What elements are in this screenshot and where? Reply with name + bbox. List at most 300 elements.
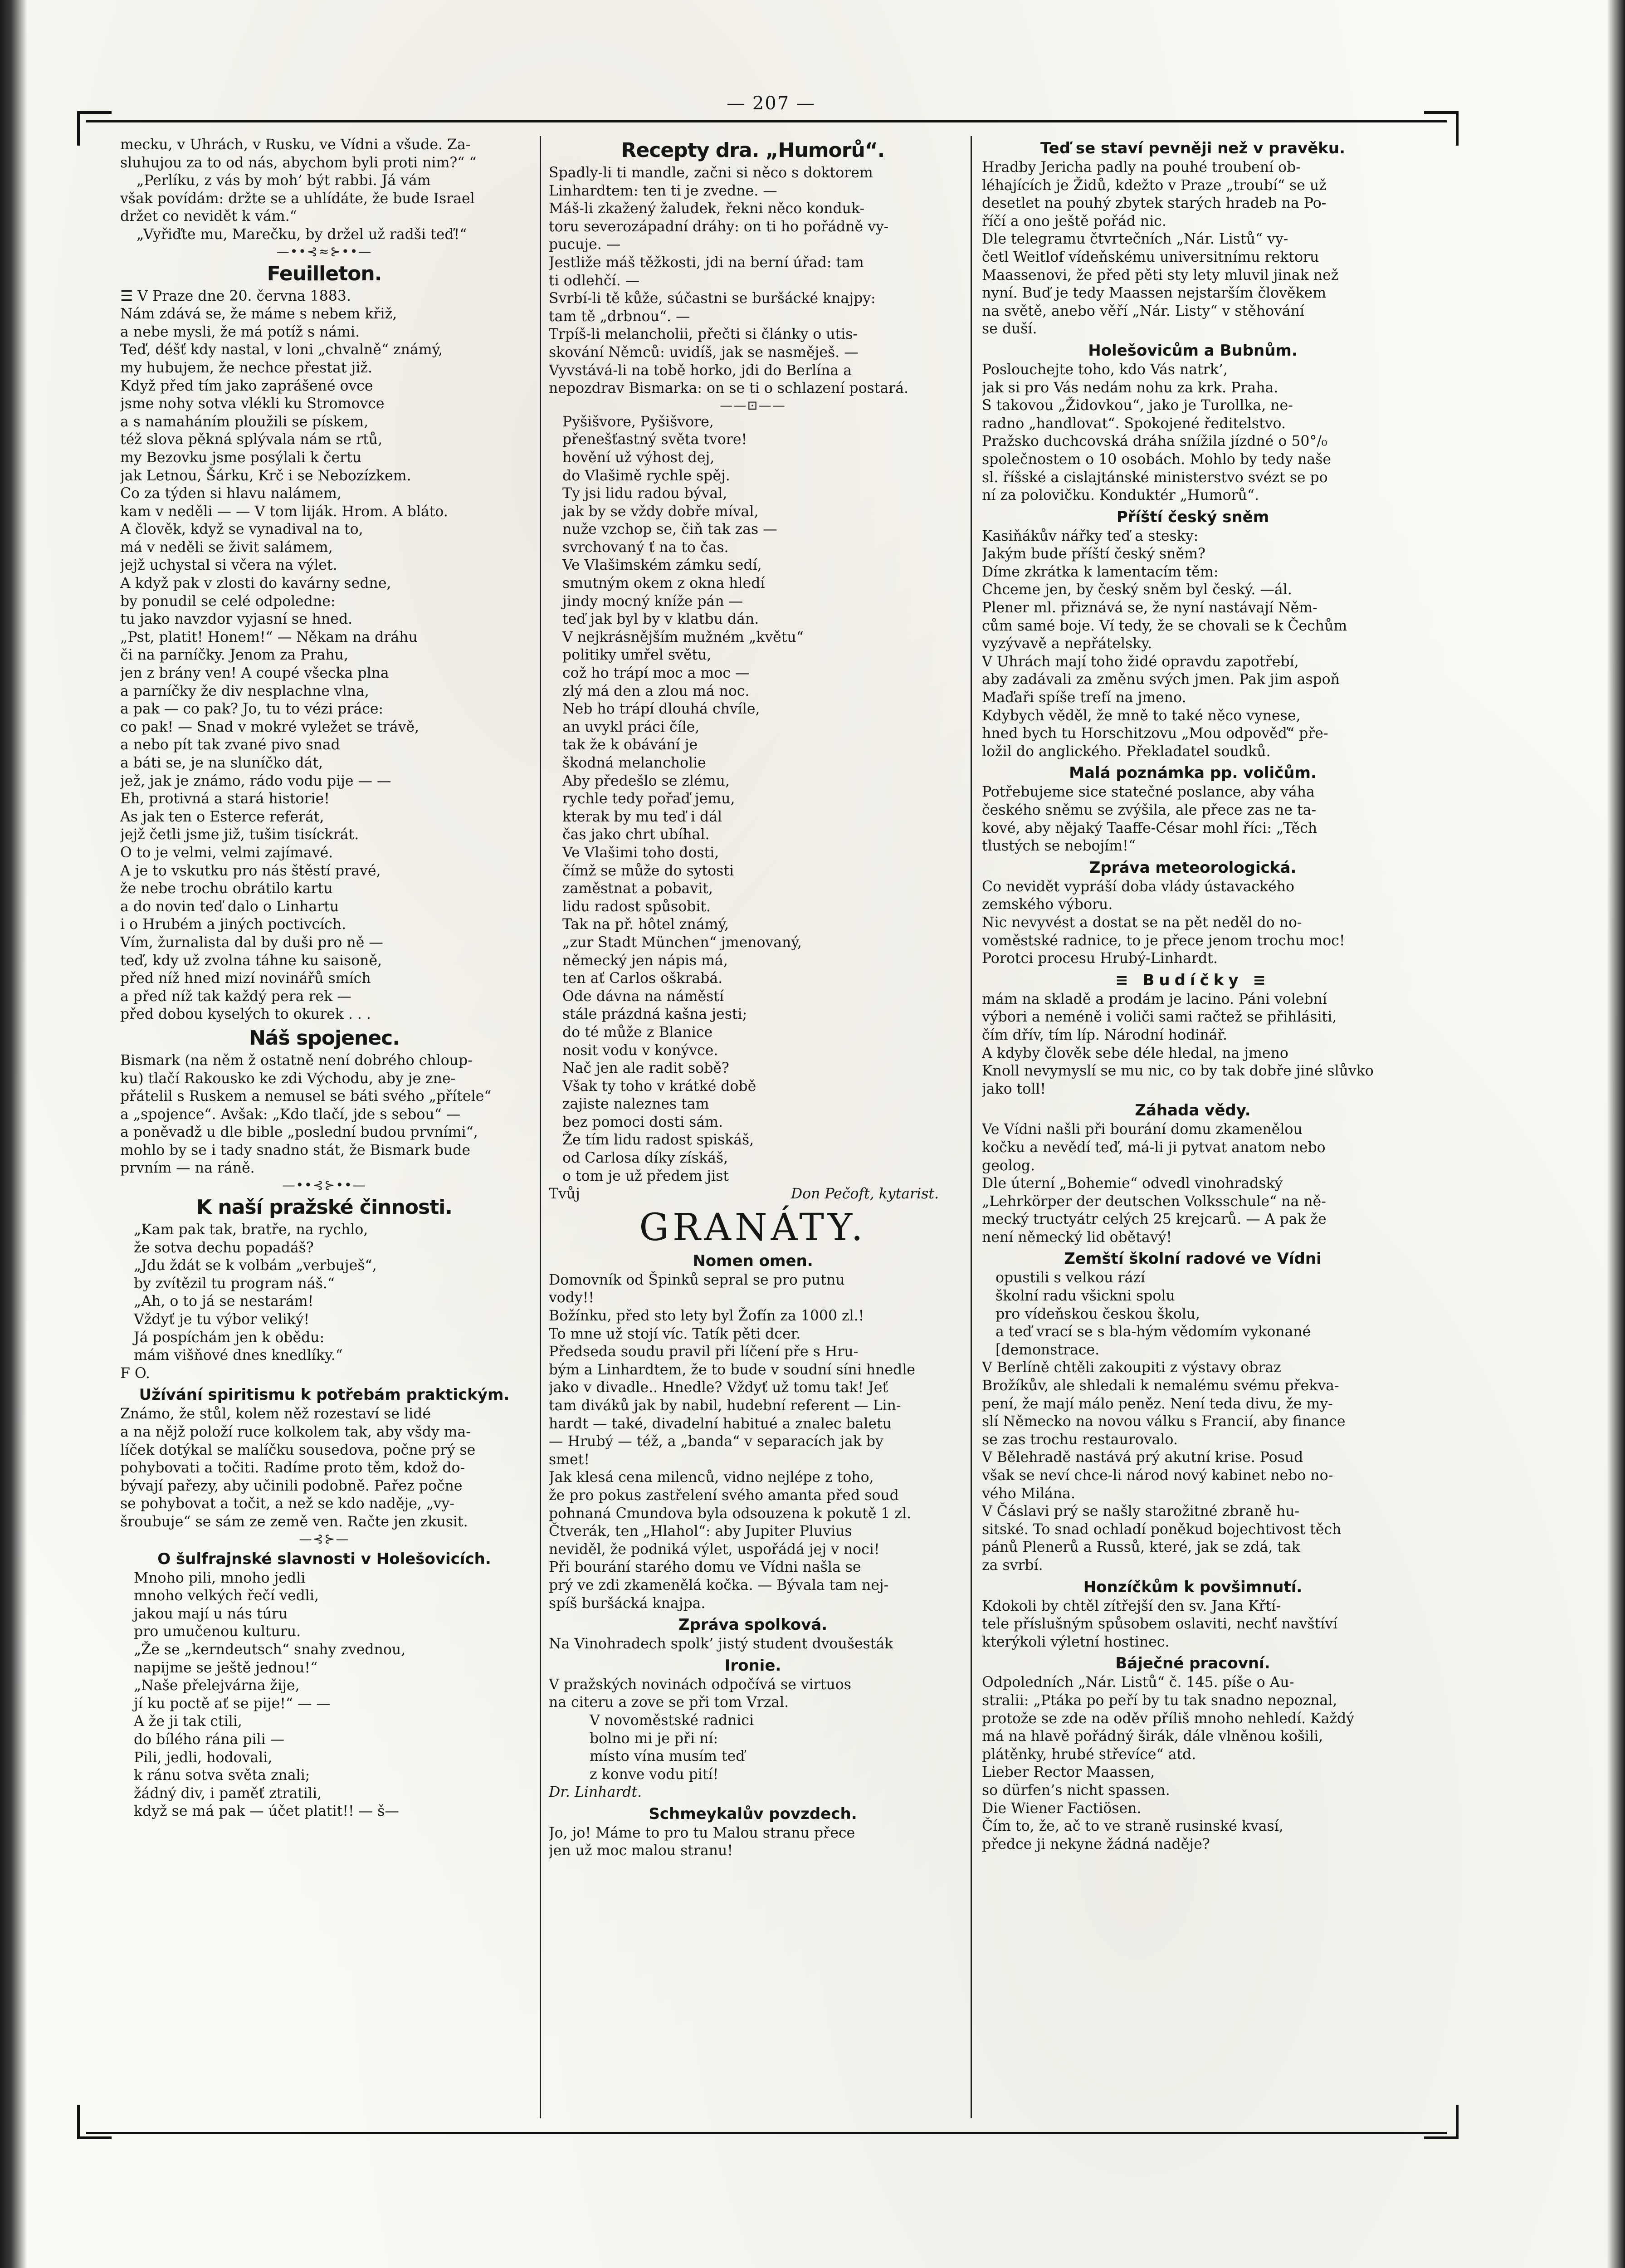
text-line: „Že se „kerndeutsch“ snahy zvednou,	[134, 1641, 406, 1658]
article-schmeykal	[549, 1824, 957, 1860]
text-line: před dobou kyselých to okurek . . .	[120, 1006, 371, 1023]
text-line: Kasiňákův nářky teď a stesky:	[982, 528, 1199, 544]
section-heading: Schmeykalův povzdech.	[649, 1804, 857, 1823]
text-line: by zvítězil tu program náš.“	[134, 1275, 335, 1292]
text-line: od Carlosa díky získáš,	[562, 1150, 728, 1167]
text-line: Die Wiener Factiösen.	[982, 1800, 1142, 1817]
text-line: škodná melancholie	[562, 755, 706, 771]
section-heading: Recepty dra. „Humorů“.	[621, 139, 885, 162]
section-heading: O šulfrajnské slavnosti v Holešovicích.	[157, 1549, 491, 1568]
text-line: Tak na př. hôtel známý,	[562, 916, 729, 933]
text-line: jejž uchystal si včera na výlet.	[120, 557, 337, 574]
text-line: As jak ten o Esterce referát,	[120, 808, 324, 825]
text-line: též slova pěkná splývala nám se rtů,	[120, 431, 383, 448]
text-line: a pak — co pak? Jo, tu to vézi práce:	[120, 701, 384, 718]
text-line: sluhujou za to od nás, abychom byli proti nim?“ “	[120, 154, 477, 171]
text-line: neviděl, že podniká výlet, uspořádá jej v noci!	[549, 1541, 880, 1558]
text-line: A že ji tak ctili,	[134, 1713, 242, 1730]
text-line: čím dřív, tím líp. Národní hodinář.	[982, 1026, 1228, 1043]
ornament-separator: —••⊰≈⊱••—	[276, 244, 372, 259]
text-line: kové, aby nějaký Taaffe-César mohl říci: „Těch	[982, 820, 1318, 836]
text-line: Co nevidět vypráší doba vlády ústavackého	[982, 878, 1295, 895]
text-line: Pili, jedli, hodovali,	[134, 1749, 273, 1766]
text-line: Aby předešlo se zlému,	[562, 772, 730, 789]
text-line: rychle tedy pořaď jemu,	[562, 791, 735, 807]
text-line: četl Weitlof vídeňskému universitnímu rektoru	[982, 249, 1319, 265]
scan-edge-right	[1607, 0, 1625, 2268]
text-line: a parníčky že div nesplachne vlna,	[120, 683, 369, 699]
text-line: žádný div, i paměť ztratili,	[134, 1785, 322, 1802]
article-spiritismus	[120, 1405, 528, 1531]
text-line: Co za týden si hlavu nalámem,	[120, 485, 342, 502]
text-line: teď jak byl by v klatbu dán.	[562, 611, 759, 628]
text-line: ní za polovičku. Konduktér „Humorů“.	[982, 487, 1259, 504]
article-budicky	[982, 991, 1404, 1099]
text-line: so dürfen’s nicht spassen.	[982, 1782, 1170, 1799]
section-heading: Báječné pracovní.	[1115, 1654, 1270, 1673]
text-line: O to je velmi, velmi zajímavé.	[120, 844, 333, 861]
text-line: smutným okem z okna hledí	[562, 575, 765, 592]
poem-cinnost	[120, 1221, 528, 1365]
text-line: „Ah, o to já se nestarám!	[134, 1293, 314, 1310]
text-line: léhajících je Židů, kdežto v Praze „troubí“ se už	[982, 177, 1327, 194]
text-line: Božínku, před sto lety byl Žofín za 1000 zl.!	[549, 1308, 864, 1325]
text-line: „Kam pak tak, bratře, na rychlo,	[134, 1222, 368, 1238]
text-line: ten ať Carlos oškrabá.	[562, 970, 723, 987]
text-line: a nebo pít tak zvané pivo snad	[120, 737, 340, 753]
text-line: ku) tlačí Rakousko ke zdi Východu, aby je zne-	[120, 1070, 456, 1087]
text-line: Trpíš-li melancholii, přečti si články o utis-	[549, 326, 858, 343]
text-line: jako v divadle.. Hnedle? Vždyť už tomu tak! Jeť	[549, 1379, 888, 1396]
section-heading: Zemští školní radové ve Vídni	[1064, 1250, 1322, 1268]
text-line: voměstské radnice, to je přece jenom trochu moc!	[982, 932, 1345, 949]
text-line: školní radu všickni spolu	[995, 1288, 1175, 1305]
text-line: do Vlašimě rychle spěj.	[562, 467, 730, 484]
text-line: a nebe mysli, že má potíž s námi.	[120, 323, 360, 340]
text-line: A je to vskutku pro nás štěstí pravé,	[120, 862, 381, 879]
text-line: „zur Stadt München“ jmenovaný,	[562, 934, 802, 951]
text-line: V Uhrách mají toho židé opravdu zapotřebí,	[982, 653, 1299, 670]
text-line: Nic nevyvést a dostat se na pět neděl do no-	[982, 914, 1302, 931]
text-line: pro vídeňskou českou školu,	[995, 1305, 1200, 1322]
text-line: Dle telegramu čtvrtečních „Nár. Listů“ vy-	[982, 231, 1288, 248]
text-line: Chceme jen, by český sněm byl český. —ál.	[982, 582, 1292, 598]
text-line: jejž četli jsme již, tušim tisíckrát.	[120, 826, 359, 843]
text-line: i o Hrubém a jiných poctivcích.	[120, 916, 346, 933]
text-line: držet co nevidět k vám.“	[120, 208, 297, 225]
text-line: S takovou „Židovkou“, jako je Turollka, ne-	[982, 397, 1293, 414]
text-line: Ty jsi lidu radou býval,	[562, 485, 727, 502]
signature: Dr. Linhardt.	[549, 1784, 642, 1801]
text-line: by ponudil se celé odpoledne:	[120, 593, 336, 610]
column-3	[982, 136, 1404, 2127]
text-line: jí ku poctě ať se pije!“ — —	[134, 1695, 331, 1712]
text-line: se pohybovat a točit, a než se kdo naděje, „vy-	[120, 1496, 454, 1512]
text-line: Ode dávna na náměstí	[562, 988, 724, 1005]
section-heading: Příští český sněm	[1116, 508, 1269, 526]
text-line: ložil do anglického. Překladatel soudků.	[982, 743, 1271, 760]
text-line: k ránu sotva světa znali;	[134, 1767, 310, 1784]
text-line: tak že k obávání je	[562, 737, 698, 753]
text-line: Ve Vlašimi toho dosti,	[562, 844, 719, 861]
text-line: Čtverák, ten „Hlahol“: aby Jupiter Pluvius	[549, 1523, 852, 1540]
text-line: zemského výboru.	[982, 896, 1113, 913]
text-line: Potřebujeme sice statečné poslance, aby váha	[982, 784, 1315, 801]
text-line: pohybovati a točiti. Radíme proto těm, kdož do-	[120, 1460, 465, 1476]
text-line: A kdyby člověk sebe déle hledal, na jmeno	[982, 1045, 1288, 1061]
text-line: Pražsko duchcovská dráha snížila jízdné o 50°/₀	[982, 433, 1327, 450]
text-line: jak si pro Vás nedám nohu za krk. Praha.	[982, 379, 1279, 396]
text-line: mecký tructyátr celých 25 krejcarů. — A pak že	[982, 1211, 1327, 1228]
section-heading: Náš spojenec.	[249, 1026, 400, 1050]
text-line: což ho trápí moc a moc —	[562, 665, 750, 682]
text-line: „Vyřiďte mu, Marečku, by držel už radši teď!“	[137, 226, 467, 243]
text-line: prvním — na ráně.	[120, 1160, 255, 1177]
article-recepty	[549, 164, 957, 398]
text-line: výbori a neméně i voliči sami račtež se přihlásiti,	[982, 1009, 1337, 1026]
intro-text	[120, 136, 528, 244]
text-line: Na Vinohradech spolk’ jistý student dvoušesták	[549, 1636, 893, 1652]
text-line: Lieber Rector Maassen,	[982, 1764, 1155, 1781]
frame-corner-ornament	[77, 111, 112, 146]
poem-radnice	[549, 1712, 957, 1784]
section-heading: Zpráva spolková.	[678, 1616, 828, 1634]
section-heading: Feuilleton.	[267, 262, 382, 285]
text-line: na citeru a zove se při tom Vrzal.	[549, 1694, 789, 1711]
text-line: však povídám: držte se a uhlídáte, že bude Israel	[120, 190, 475, 207]
poem-skolni-radove	[982, 1269, 1404, 1359]
poem-pysisvore	[549, 413, 957, 1186]
text-line: předce ji nekyne žádná naděje?	[982, 1836, 1210, 1853]
text-line: Pyšišvore, Pyšišvore,	[562, 413, 714, 430]
article-mala-poznamka	[982, 783, 1404, 855]
text-line: plátěnky, hrubé střevíce“ atd.	[982, 1746, 1196, 1763]
section-heading: Zpráva meteorologická.	[1089, 858, 1297, 877]
text-line: Díme zkrátka k lamentacím těm:	[982, 563, 1219, 580]
text-line: Porotci procesu Hrubý-Linhardt.	[982, 950, 1218, 967]
article-hruby	[549, 1343, 957, 1613]
ornament-separator: ——⊡——	[720, 397, 786, 413]
article-ironie	[549, 1676, 957, 1712]
text-line: zajiste naleznes tam	[562, 1096, 709, 1113]
text-line: bez pomoci dosti sám.	[562, 1114, 723, 1130]
poem-sulfrajn	[120, 1569, 528, 1821]
text-line: že pro pokus zastřelení svého amanta před soud	[549, 1487, 899, 1504]
text-line: nyní. Buď je tedy Maassen nejstarším člověkem	[982, 285, 1327, 302]
text-line: Vím, žurnalista dal by duši pro ně —	[120, 934, 383, 951]
article-nomen-omen	[549, 1271, 957, 1343]
text-line: ti odlehčí. —	[549, 272, 640, 289]
text-line: Vždyť je tu výbor veliký!	[134, 1311, 310, 1328]
text-line: že sotva dechu popadáš?	[134, 1239, 314, 1256]
text-line: hardt — také, divadelní habitué a znalec baletu	[549, 1415, 892, 1432]
text-line: Mnoho pili, mnoho jedli	[134, 1569, 306, 1586]
text-line: Teď, déšť kdy nastal, v loni „chvalně“ známý,	[120, 342, 443, 358]
text-line: spíš buršácká knajpa.	[549, 1595, 706, 1612]
text-line: Maassenovi, že před pěti sty lety mluvil jinak než	[982, 267, 1339, 284]
text-line: z konve vodu pití!	[590, 1766, 719, 1783]
text-line: místo vína musím teď	[590, 1748, 745, 1765]
article-spolkova	[549, 1635, 957, 1653]
text-line: Kdokoli by chtěl zítřejší den sv. Jana Křtí-	[982, 1598, 1281, 1614]
text-line: prý ve zdi zkamenělá kočka. — Bývala tam nej-	[549, 1577, 889, 1593]
text-line: vyzývavě a nepřátelsky.	[982, 635, 1152, 652]
text-line: teď, kdy už zvolna táhne ku saisoně,	[120, 952, 382, 969]
text-line: V Berlíně chtěli zakoupiti z výstavy obraz	[982, 1359, 1281, 1376]
text-line: a „spojence“. Avšak: „Kdo tlačí, jde s sebou“ —	[120, 1106, 461, 1123]
text-line: šroubuje“ se sám ze země ven. Račte jen zkusit.	[120, 1513, 468, 1530]
text-line: jakou mají u nás túru	[134, 1605, 288, 1622]
text-line: V Bělehradě nastává prý akutní krise. Posud	[982, 1449, 1303, 1466]
text-line: Maďaři spíše trefí na jmeno.	[982, 689, 1186, 706]
text-line: Známo, že stůl, kolem něž rozestaví se lidé	[120, 1406, 431, 1422]
text-line: lidu radost spůsobit.	[562, 898, 711, 915]
article-plener	[982, 599, 1404, 761]
text-line: Předseda soudu pravil při líčení pře s Hru-	[549, 1344, 859, 1360]
text-line: „Naše přelejvárna žije,	[134, 1677, 300, 1694]
text-line: před níž hned mizí novinářů smích	[120, 970, 371, 987]
article-berlin	[982, 1359, 1404, 1574]
ornament-separator: —••⊰⊱••—	[282, 1178, 366, 1193]
text-line: svrchovaný ť na to čas.	[562, 539, 729, 556]
text-line: a s namaháním ploužili se pískem,	[120, 413, 369, 430]
text-line: do té může z Blanice	[562, 1024, 713, 1041]
text-line: pohnaná Cmundova byla odsouzena k pokutě 1 zl.	[549, 1505, 912, 1522]
text-line: či na parníčky. Jenom za Prahu,	[120, 647, 348, 664]
text-line: tu jako navzdor vyjasní se hned.	[120, 611, 353, 628]
text-line: Hradby Jericha padly na pouhé troubení ob-	[982, 159, 1301, 176]
text-line: jsme nohy sotva vlékli ku Stromovce	[120, 396, 385, 412]
text-line: mám na skladě a prodám je lacino. Páni volební	[982, 991, 1327, 1007]
scan-edge-left	[0, 0, 27, 2268]
text-line: my Bezovku jsme posýlali k čertu	[120, 449, 362, 466]
text-line: toru severozápadní dráhy: on ti ho pořádně vy-	[549, 218, 889, 235]
text-line: radno „handlovat“. Spokojené ředitelstvo.	[982, 415, 1286, 432]
text-line: se zas trochu restaurovalo.	[982, 1431, 1178, 1448]
text-line: vého Milána.	[982, 1485, 1075, 1502]
text-line: Však ty toho v krátké době	[562, 1078, 756, 1095]
text-line: společnostem o 10 osobách. Mohlo by tedy naše	[982, 451, 1331, 468]
frame-corner-ornament	[1424, 2105, 1459, 2139]
section-heading: Malá poznámka pp. voličům.	[1069, 764, 1317, 782]
text-line: čímž se může do sytosti	[562, 862, 734, 879]
text-line: Poslouchejte toho, kdo Vás natrk’,	[982, 361, 1228, 378]
text-line: a do novin teď dalo o Linhartu	[120, 898, 339, 915]
page-number: — 207 —	[727, 93, 815, 114]
text-line: smet!	[549, 1451, 590, 1468]
article-spojenec	[120, 1052, 528, 1178]
text-line: nuže vzchop se, čiň tak zas —	[562, 521, 777, 538]
text-line: a před níž tak každý pera rek —	[120, 988, 351, 1005]
column-1	[120, 136, 528, 2127]
section-heading: Honzíčkům k povšimnutí.	[1083, 1578, 1303, 1596]
text-line: jak Letnou, Šárku, Krč i se Nebozízkem.	[120, 467, 411, 484]
text-line: zaměstnat a pobavit,	[562, 880, 713, 897]
text-line: „Jdu ždát se k volbám „verbuješ“,	[134, 1257, 377, 1274]
text-line: „Lehrkörper der deutschen Volksschule“ na ně-	[982, 1193, 1326, 1210]
section-heading: Nomen omen.	[693, 1251, 813, 1270]
text-line: Nač jen ale radit sobě?	[562, 1060, 729, 1077]
column-rule	[971, 136, 972, 2118]
text-line: mecku, v Uhrách, v Rusku, ve Vídni a všude. Za-	[120, 137, 471, 153]
text-line: Když před tím jako zaprášené ovce	[120, 377, 373, 394]
text-line: kočku a nevědí teď, má-li ji pytvat anatom nebo	[982, 1139, 1326, 1156]
text-line: do bílého rána pili —	[134, 1731, 285, 1748]
text-line: V nejkrásnějším mužném „květu“	[562, 629, 804, 645]
text-line: Knoll nevymyslí se mu nic, co by tak dobře jiné slůvko	[982, 1063, 1374, 1080]
text-line: Čím to, že, ač to ve straně rusinské kvasí,	[982, 1818, 1283, 1835]
text-line: však se neví chce-li národ nový kabinet nebo no-	[982, 1467, 1333, 1484]
text-line: přenešťastný světa tvore!	[562, 431, 747, 448]
text-line: Dle úterní „Bohemie“ odvedl vinohradský	[982, 1175, 1283, 1192]
text-line: pro umučenou kulturu.	[134, 1623, 301, 1640]
text-line: a teď vrací se s bla-hým vědomím vykonané	[995, 1324, 1311, 1340]
text-line: A člověk, když se vynadival na to,	[120, 521, 363, 538]
text-line: jako toll!	[982, 1080, 1046, 1097]
text-line: politiky umřel světu,	[562, 647, 712, 664]
text-line: To mne už stojí víc. Tatík pěti dcer.	[549, 1325, 801, 1342]
article-pravek	[982, 159, 1404, 338]
dateline: ☰ V Praze dne 20. června 1883.	[120, 288, 351, 304]
text-line: tele příslušným spůsobem oslaviti, nechť navštíví	[982, 1616, 1338, 1633]
text-line: mnoho velkých řečí vedli,	[134, 1588, 319, 1604]
text-line: Ve Vlašimském zámku sedí,	[562, 557, 762, 574]
text-line: opustili s velkou rází	[995, 1270, 1146, 1286]
text-line: kam v neděli — — V tom liják. Hrom. A bláto.	[120, 503, 448, 520]
signature: Don Pečoft, kytarist.	[791, 1186, 939, 1202]
text-line: Jakým bude příští český sněm?	[982, 546, 1205, 562]
text-line: napijme se ještě jednou!“	[134, 1659, 318, 1676]
text-line: že nebe trochu obrátilo kartu	[120, 880, 333, 897]
article-bajecne	[982, 1674, 1404, 1853]
text-line: Při bourání starého domu ve Vídni našla se	[549, 1559, 861, 1576]
text-line: Svrbí-li tě kůže, súčastni se buršácké knajpy:	[549, 290, 876, 307]
text-line: stále prázdná kašna jesti;	[562, 1006, 747, 1023]
text-line: kterýkoli výletní hostinec.	[982, 1633, 1170, 1650]
frame-corner-ornament	[77, 2105, 112, 2139]
ornament-separator: —⊰⊱—	[299, 1531, 350, 1546]
section-heading: Ironie.	[724, 1656, 781, 1675]
text-line: Jak klesá cena milenců, vidno nejlépe z toho,	[549, 1469, 874, 1486]
text-line: vody!!	[549, 1290, 595, 1306]
text-line: Že tím lidu radost spiskáš,	[562, 1132, 754, 1149]
signature: Tvůj	[549, 1186, 580, 1202]
text-line: Plener ml. přiznává se, že nyní nastávají Něm-	[982, 600, 1318, 616]
text-line: jež, jak je známo, rádo vodu pije — —	[120, 772, 391, 789]
text-line: mám višňové dnes knedlíky.“	[134, 1347, 343, 1364]
text-line: Ve Vídni našli při bourání domu zkamenělou	[982, 1121, 1303, 1138]
text-line: [demonstrace.	[995, 1341, 1100, 1358]
section-heading: ≡ Budíčky ≡	[1115, 971, 1270, 989]
text-line: líček dotýkal se malíčku sousedova, počne prý se	[120, 1442, 476, 1458]
text-line: německý jen nápis má,	[562, 952, 728, 969]
text-line: pucuje. —	[549, 236, 621, 253]
text-line: cům samé boje. Ví tedy, že se chovali se k Čechům	[982, 617, 1347, 634]
text-line: Jo, jo! Máme to pro tu Malou stranu přece	[549, 1824, 855, 1841]
text-line: mohlo by se i tady snadno stát, že Bismark bude	[120, 1142, 471, 1158]
section-heading: Záhada vědy.	[1135, 1101, 1251, 1120]
granaty-heading: GRANÁTY.	[639, 1206, 867, 1249]
text-line: bolno mi je při ní:	[590, 1730, 718, 1747]
text-line: Neb ho trápí dlouhá chvíle,	[562, 701, 760, 718]
feuilleton-poem	[120, 305, 528, 1024]
text-line: přátelil s Ruskem a nemusel se báti svého „přítele“	[120, 1088, 492, 1105]
text-line: jen z brány ven! A coupé všecka plna	[120, 665, 389, 682]
text-line: říčí a ono ještě pořád nic.	[982, 213, 1166, 230]
text-line: stralii: „Ptáka po peří by tu tak snadno nepoznal,	[982, 1692, 1337, 1709]
text-line: A když pak v zlosti do kavárny sedne,	[120, 575, 391, 592]
text-line: o tom je už předem jist	[562, 1168, 729, 1184]
section-heading: Teď se staví pevněji než v pravěku.	[1040, 139, 1345, 157]
text-line: tam tě „drbnou“. —	[549, 308, 690, 325]
text-line: Domovník od Špinků sepral se pro putnu	[549, 1271, 845, 1288]
text-line: V Čáslavi prý se našly starožitné zbraně hu-	[982, 1503, 1300, 1520]
text-line: „Perlíku, z vás by moh’ být rabbi. Já vám	[137, 172, 431, 189]
text-line: a na nějž položí ruce kolkolem tak, aby všdy ma-	[120, 1424, 471, 1440]
text-line: jen už moc malou stranu!	[549, 1843, 733, 1859]
article-meteo	[982, 878, 1404, 968]
text-line: desetlet na pouhý zbytek starých hradeb na Po-	[982, 195, 1327, 212]
text-line: tam diváků jak by nabil, hudební referent — Lin-	[549, 1398, 901, 1414]
text-line: nepozdrav Bismarka: on se ti o schlazení postará.	[549, 380, 909, 397]
text-line: čas jako chrt ubíhal.	[562, 826, 710, 843]
text-line: Brožíkův, ale shledali k nemalému svému překva-	[982, 1378, 1339, 1394]
text-line: V pražských novinách odpočívá se virtuos	[549, 1676, 851, 1693]
text-line: Kdybych věděl, že mně to také něco vynese,	[982, 707, 1301, 724]
text-line: se duší.	[982, 321, 1037, 337]
column-rule	[540, 136, 541, 2118]
text-line: slí Německo na novou válku s Francií, aby finance	[982, 1413, 1346, 1430]
text-line: kterak by mu teď i dál	[562, 808, 722, 825]
text-line: aby zadávali za změnu svých jmen. Pak jim aspoň	[982, 671, 1340, 688]
text-line: Máš-li zkažený žaludek, řekni něco konduk-	[549, 200, 865, 217]
text-line: Nám zdává se, že máme s nebem křiž,	[120, 306, 397, 323]
section-heading: Holešovicům a Bubnům.	[1088, 341, 1298, 360]
text-line: Odpoledních „Nár. Listů“ č. 145. píše o Au-	[982, 1674, 1294, 1691]
text-line: jindy mocný kníže pán —	[562, 593, 743, 610]
text-line: pení, že mají málo peněz. Není teda divu, že my-	[982, 1395, 1333, 1412]
poem-signature-row	[549, 1185, 957, 1203]
signature: F O.	[120, 1365, 150, 1382]
text-line: Spadly-li ti mandle, začni si něco s doktorem	[549, 165, 873, 181]
frame-corner-ornament	[1424, 111, 1459, 146]
text-line: Jestliže máš těžkosti, jdi na berní úřad: tam	[549, 254, 864, 271]
text-line: tlustých se nebojím!“	[982, 838, 1136, 855]
text-line: Vyvstává-li na tobě horko, jdi do Berlína a	[549, 362, 852, 379]
text-line: V novoměstské radnici	[590, 1712, 754, 1729]
text-line: českého sněmu se zvýšila, ale přece zas ne ta-	[982, 802, 1317, 818]
text-line: bým a Linhardtem, že to bude v soudní síni hnedle	[549, 1361, 916, 1378]
text-line: Bismark (na něm ž ostatně není dobrého chloup-	[120, 1052, 473, 1069]
section-heading: Užívání spiritismu k potřebám praktickým.	[139, 1386, 510, 1404]
text-line: — Hrubý — též, a „banda“ v separacích jak by	[549, 1433, 883, 1450]
text-line: bývají pařezy, aby učinili podobně. Pařez počne	[120, 1477, 463, 1494]
text-line: co pak! — Snad v mokré vyležet se trávě,	[120, 719, 420, 735]
text-line: zlý má den a zlou má noc.	[562, 683, 750, 699]
text-line: jak by se vždy dobře míval,	[562, 503, 759, 520]
text-line: když se má pak — účet platit!! — š—	[134, 1803, 399, 1820]
text-line: má na hlavě pořádný širák, dále vlněnou košili,	[982, 1728, 1323, 1745]
text-line: a báti se, je na sluníčko dát,	[120, 755, 323, 771]
text-line: Já pospíchám jen k obědu:	[134, 1329, 325, 1346]
text-line: protože se zde na oděv příliš mnoho nehledí. Každý	[982, 1710, 1355, 1727]
text-line: an uvykl práci číle,	[562, 719, 700, 735]
article-honzickum	[982, 1598, 1404, 1652]
text-line: není německý lid obětavý!	[982, 1229, 1172, 1246]
text-line: hovění už výhost dej,	[562, 449, 715, 466]
text-line: má v neděli se živit salámem,	[120, 539, 333, 556]
text-line: my hubujem, že nechce přestat již.	[120, 359, 373, 376]
